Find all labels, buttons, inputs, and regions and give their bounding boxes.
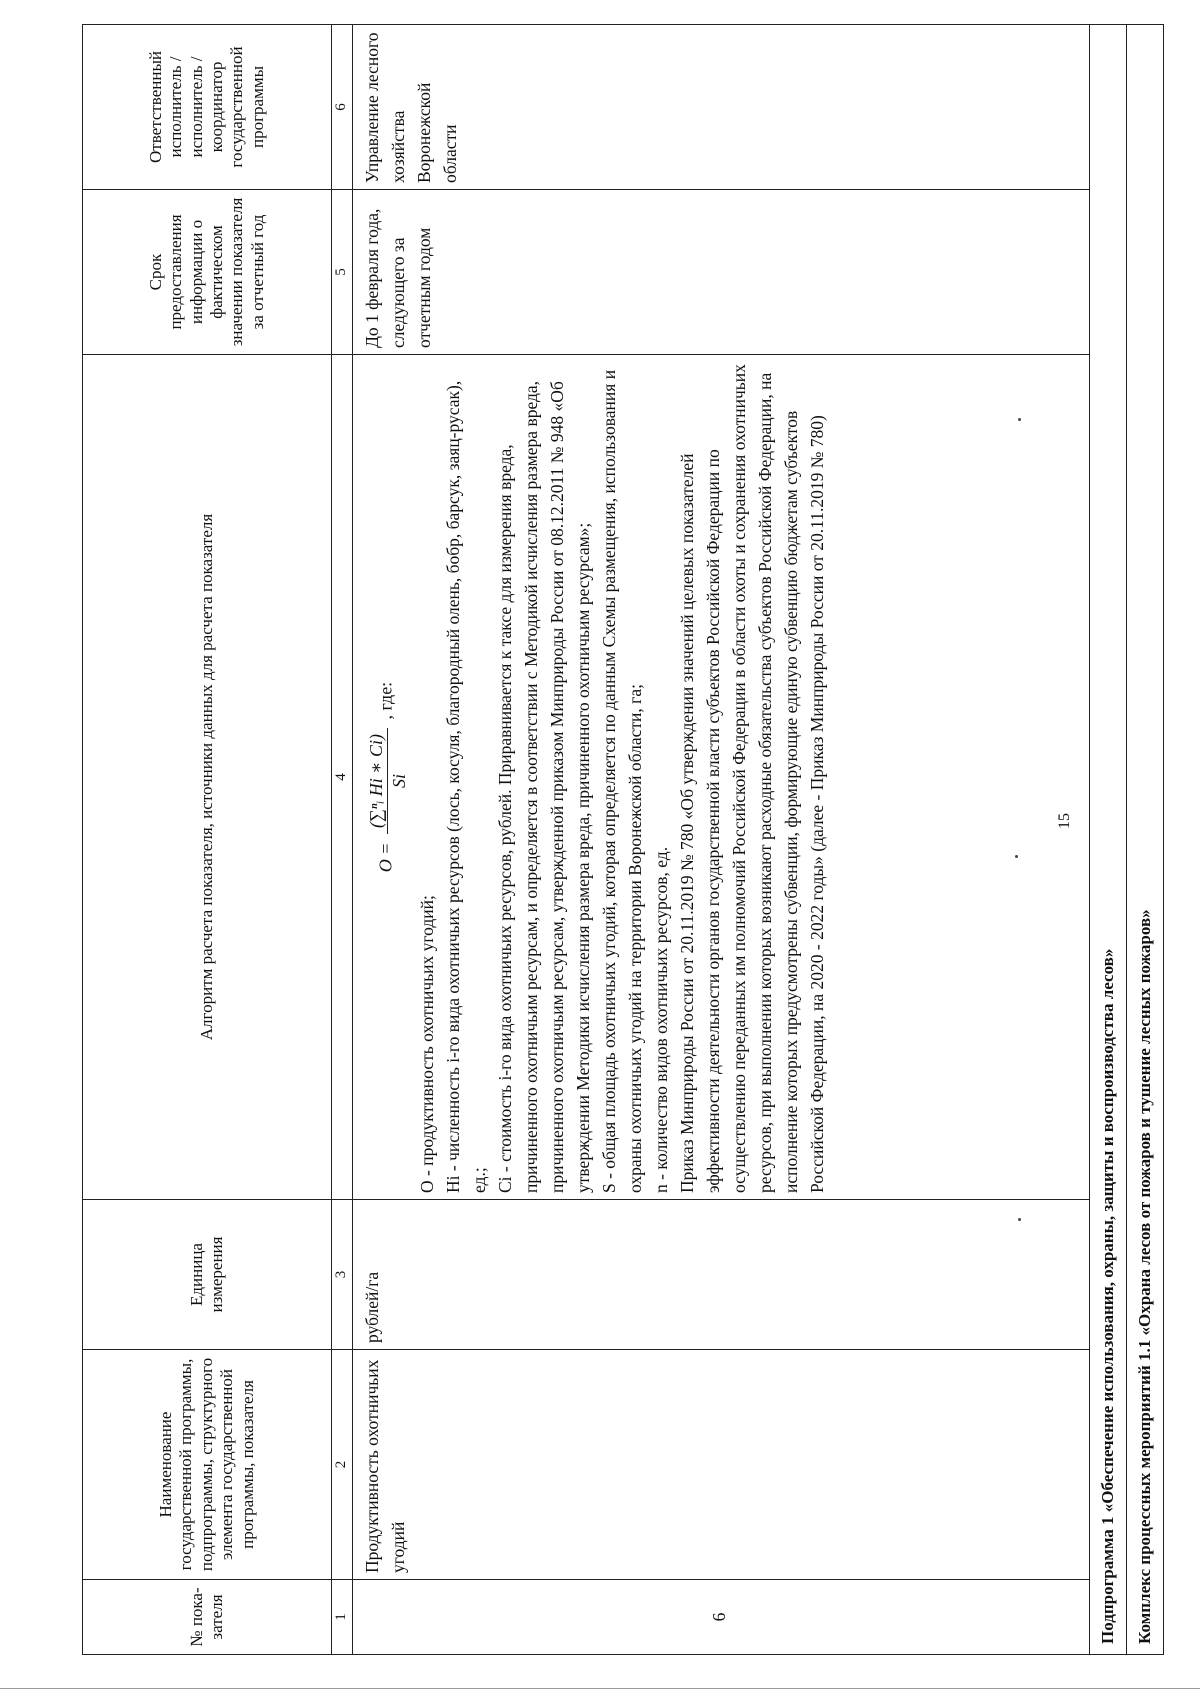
- rotated-table-container: [82, 25, 1200, 1655]
- formula-suffix: , где:: [375, 681, 396, 720]
- scan-edge-line: [0, 1688, 1200, 1689]
- algorithm-line: Приказ Минприроды России от 20.11.2019 № 780 «Об утверждении значений целевых показателей эффективности деятельности органов государственной власти субъектов Российской Федерации по осуществлению переданных им полномочий Российской Федерации в области охоты и сохранения охотничьих ресурсов, при выполнении которых возникают расходные обязательства субъектов Российской Федерации, на исполнение которых предусмотрены субвенции, формирующие единую субвенцию бюджетам субъектов Российской Федерации, на 2020 - 2022 годы» (далее - Приказ Минприроды России от 20.11.2019 № 780): [677, 364, 827, 1193]
- algorithm-line: Ci - стоимость i-го вида охотничьих ресурсов, рублей. Приравнивается к таксе для измерения вреда, причиненного охотничьим ресурсам, и определяется в соответствии с Методикой исчисления размера вреда, причиненного охотничьим ресурсам, утвержденной приказом Минприроды России от 08.12.2011 № 948 «Об утверждении Методики исчисления размера вреда, причиненного охотничьим ресурсам»;: [495, 380, 593, 1193]
- table-row: [353, 25, 1090, 1655]
- header-responsible: Ответственный исполнитель / исполнитель / координатор государственной программы: [83, 25, 332, 190]
- row-deadline: До 1 февраля года, следующего за отчетным годом: [353, 190, 1090, 355]
- column-number: 3: [332, 1200, 353, 1350]
- row-algorithm: [353, 355, 1090, 1200]
- indicator-table: [82, 24, 1164, 1655]
- column-number: 6: [332, 25, 353, 190]
- scan-speck: [1018, 418, 1021, 421]
- header-row: [83, 25, 332, 1655]
- formula-fraction: [367, 728, 408, 834]
- formula-numerator: (∑ⁿᵢ Hi ∗ Ci): [367, 728, 388, 834]
- header-algorithm: Алгоритм расчета показателя, источники данных для расчета показателя: [83, 355, 332, 1200]
- algorithm-line: Hi - численность i-го вида охотничьих ресурсов (лось, косуля, благородный олень, бобр, барсук, заяц-русак), ед.;: [443, 380, 489, 1193]
- header-indicator-number: № пока- зателя: [83, 1580, 332, 1655]
- header-indicator-name: Наименование государственной программы, подпрограммы, структурного элемента государственной программы, показателя: [83, 1350, 332, 1580]
- column-number: 5: [332, 190, 353, 355]
- formula-denominator: Si: [389, 773, 409, 788]
- header-unit: Единица измерения: [83, 1200, 332, 1350]
- algorithm-line: S - общая площадь охотничьих угодий, которая определяется по данным Схемы размещения, использования и охраны охотничьих угодий на территории Воронежской области, га;: [599, 369, 645, 1193]
- subprogram-title: Подпрограмма 1 «Обеспечение использования, охраны, защиты и воспроизводства лесов»: [1090, 25, 1127, 1655]
- column-number: 2: [332, 1350, 353, 1580]
- subprogram-row: [1090, 25, 1127, 1655]
- page-number: 15: [1056, 813, 1073, 829]
- header-deadline: Срок предоставления информации о фактическом значении показателя за отчетный год: [83, 190, 332, 355]
- column-number: 4: [332, 355, 353, 1200]
- complex-title: Комплекс процессных мероприятий 1.1 «Охрана лесов от пожаров и тушение лесных пожаров»: [1127, 25, 1164, 1655]
- row-index: 6: [353, 1580, 1090, 1655]
- row-name: Продуктивность охотничьих угодий: [353, 1350, 1090, 1580]
- row-responsible: Управление лесного хозяйства Воронежской области: [353, 25, 1090, 190]
- column-number-row: [332, 25, 353, 1655]
- algorithm-line: n - количество видов охотничьих ресурсов, ед.: [651, 846, 671, 1193]
- formula-lhs: O =: [375, 842, 396, 873]
- scan-speck: [1015, 855, 1018, 858]
- scan-speck: [1018, 1218, 1021, 1221]
- formula: [367, 361, 408, 1193]
- row-unit: рублей/га: [353, 1200, 1090, 1350]
- algorithm-line: О - продуктивность охотничьих угодий;: [417, 895, 437, 1193]
- column-number: 1: [332, 1580, 353, 1655]
- complex-row: [1127, 25, 1164, 1655]
